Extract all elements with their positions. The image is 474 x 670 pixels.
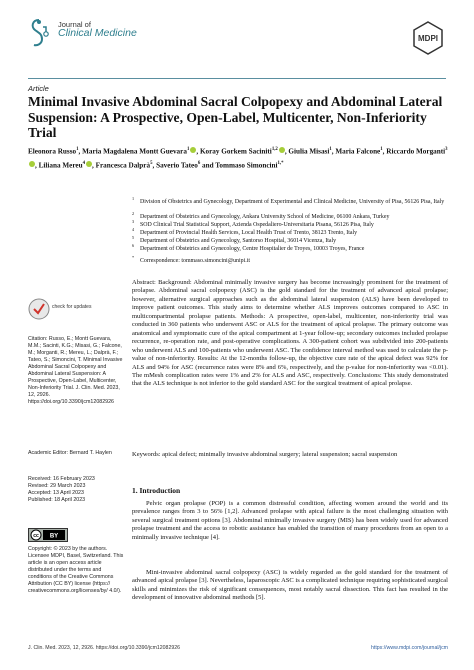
cc-by-license-icon[interactable] — [28, 528, 68, 542]
mdpi-logo-text: MDPI — [418, 34, 438, 43]
author-name: Riccardo Morganti — [386, 147, 446, 156]
affiliation-text: Department of Provincial Health Services, Local Health Trust of Trento, 38123 Trento, Italy — [140, 229, 358, 236]
check-updates-text: check for updates — [52, 304, 92, 310]
affiliation-text: Division of Obstetrics and Gynecology, Department of Experimental and Clinical Medicine, University of Pisa, 56126 Pisa, Italy — [140, 198, 445, 205]
author-affiliation-marker: 1 — [329, 147, 332, 152]
article-type: Article — [28, 84, 49, 93]
author-affiliation-marker: 1,2 — [271, 147, 278, 152]
abstract: Abstract: Background: Abdominal minimally invasive surgery has become increasingly prominent for the treatment of prolapse. Abdominal sacral colpopexy (ASC) is the gold standard for the treatment of advanced apical prolapse; however, alternative surgical approaches such as the abdominal lateral suspension (ALS) have been developed to improve patient outcomes. This study aims to determine whether ALS improves outcomes compared to ASC in multicompartmental prolapse patients. Methods: A prospective, open-label, multicenter, non-inferiority trial was conducted in 360 patients who underwent ASC or ALS for the treatment of apical prolapse. The primary outcome was anatomical and symptomatic cure of the apical compartment at 1-year follow-up; secondary outcomes included prolapse recurrence, re-operation rate, and post-operative complications. A 300-patient cohort was subdivided into 200-patients who underwent ALS and 100-patients who underwent ASC. The confidence interval method was used to calculate the p-value of non-inferiority. Results: At the 12-months follow-up, the objective cure rate of the apical defect was 92% for ALS and 94% for ASC (recurrence rates were 8% and 6%, respectively, and the p-value for non-inferiority was <0.01). The mMesh complication rates were 1% and 2% for ALS and ASC, respectively. Conclusions: This study demonstrated that the ALS technique is not inferior to the gold standard ASC for the surgical treatment of apical prolapse. — [132, 279, 448, 388]
author-name: Saverio Tateo — [156, 161, 198, 170]
citation-block: Citation: Russo, E.; Montt Guevara, M.M.; Sacinti, K.G.; Misasi, G.; Falcone, M.; Morganti, R.; Mereu, L.; Dalprà, F.; Tateo, S.; Simoncini, T. Minimal Invasive Abdominal Sacral Colpopexy and Abdominal Lateral Suspension: A Prospective, Open-Label, Multicenter, Non-Inferiority Trial. J. Clin. Med. 2023, 12, 2926. https://doi.org/10.3390/jcm12082926 — [28, 336, 123, 405]
author-separator: , — [92, 161, 94, 170]
affiliation-marker: 5 — [132, 235, 135, 240]
author-name: Maria Falcone — [335, 147, 381, 156]
affiliation-marker: 4 — [132, 227, 135, 232]
author-affiliation-marker: 1 — [76, 147, 79, 152]
author-list — [28, 144, 448, 172]
affiliation-marker: 6 — [132, 243, 135, 248]
author-separator: , — [152, 161, 155, 170]
intro-paragraph-1: Pelvic organ prolapse (POP) is a common distressful condition, affecting women around the world and its prevalence ranges from 3 to 56% [1,2]. Advanced prolapse with apical failure is the most challenging situation with several surgical treatment options [3]. Abdominal minimally invasive surgery (MIS) has been widely used for advanced prolapse treatment and the access to robotic assistance has enabled the transition of many procedures from an open to a minimally invasive technique [4]. — [132, 500, 448, 541]
affiliation-text: Department of Obstetrics and Gynecology, Ankara University School of Medicine, 06100 Ankara, Turkey — [140, 213, 390, 220]
journal-title — [58, 20, 137, 38]
academic-editor: Academic Editor: Bernard T. Haylen — [28, 450, 112, 456]
cc-by-text: BY — [49, 533, 59, 540]
author-affiliation-marker: 4 — [82, 160, 85, 166]
date-accepted: Accepted: 13 April 2023 — [28, 490, 84, 496]
affiliation-marker: * — [132, 255, 135, 260]
affiliation-item — [132, 254, 448, 266]
affiliation-marker: 1 — [132, 196, 135, 201]
page-footer — [28, 645, 448, 651]
affiliation-text: Department of Obstetrics and Gynecology, Centre Hospitalier de Troyes, 10003 Troyes, France — [140, 245, 365, 252]
journal-of-text: Journal of — [58, 20, 91, 29]
journal-logo-icon — [28, 18, 50, 48]
author-separator: , — [35, 161, 37, 170]
affiliation-marker: 2 — [132, 211, 135, 216]
footer-citation: J. Clin. Med. 2023, 12, 2926. https://doi.org/10.3390/jcm12082926 — [28, 645, 180, 651]
copyright-notice: Copyright: © 2023 by the authors. Licensee MDPI, Basel, Switzerland. This article is an open access article distributed under the terms and conditions of the Creative Commons Attribution (CC BY) license (https:// creativecommons.org/licenses/by/ 4.0/). — [28, 546, 124, 594]
affiliation-item — [132, 195, 448, 207]
check-for-updates-badge[interactable] — [28, 296, 124, 322]
footer-journal-link[interactable]: https://www.mdpi.com/journal/jcm — [371, 645, 448, 651]
affiliation-marker: 3 — [132, 219, 135, 224]
mdpi-logo-icon — [410, 20, 446, 56]
author-affiliation-marker: 1,* — [277, 160, 284, 166]
author-name: Liliana Mereu — [38, 161, 83, 170]
author-name: Francesca Dalprà — [95, 161, 151, 170]
svg-text:cc: cc — [33, 533, 39, 539]
author-name: and Tommaso Simoncini — [202, 161, 278, 170]
author-affiliation-marker: 5 — [150, 160, 153, 166]
author-separator: , — [382, 147, 385, 156]
author-affiliation-marker: 3 — [445, 147, 448, 152]
keywords: Keywords: apical defect; minimally invasive abdominal surgery; lateral suspension; sacral suspension — [132, 451, 398, 458]
date-published: Published: 18 April 2023 — [28, 497, 86, 503]
affiliation-text: Department of Obstetrics and Gynecology, Santorso Hospital, 36014 Vicenza, Italy — [140, 237, 337, 244]
header-rule — [28, 78, 446, 79]
paper-title: Minimal Invasive Abdominal Sacral Colpopexy and Abdominal Lateral Suspension: A Prospective, Open-Label, Multicenter, Non-Inferiority Trial — [28, 94, 443, 140]
date-revised: Revised: 29 March 2023 — [28, 483, 86, 489]
author-affiliation-marker: 6 — [197, 160, 201, 166]
affiliation-text: SOD Clinical Trial Statistical Support, Azienda Ospedaliero-Universitaria Pisana, 56126 Pisa, Italy — [140, 221, 374, 228]
date-received: Received: 16 February 2023 — [28, 476, 95, 482]
author-affiliation-marker: 1 — [380, 147, 383, 152]
author-affiliation-marker: 1 — [186, 147, 190, 152]
intro-paragraph-2: Mini-invasive abdominal sacral colpopexy (ASC) is widely regarded as the gold standard for the treatment of advanced apical prolapse [3]. Nevertheless, laparoscopic ASC is a complicated technique requiring sophisticated surgical skills and minimizes the risk of significant consequences, most notably sacral dissection. This fact has resulted in the development of innovative abdominal methods [5]. — [132, 569, 448, 602]
section-heading-introduction: 1. Introduction — [132, 486, 181, 495]
author-separator: , — [284, 147, 287, 156]
author-separator: , — [196, 147, 199, 156]
author-name: Koray Gorkem Saciniti — [199, 147, 272, 156]
author-separator: , — [331, 147, 334, 156]
author-name: Eleonora Russo — [28, 147, 77, 156]
author-name: Giulia Misasi — [288, 147, 330, 156]
author-name: Maria Magdalena Montt Guevara — [82, 147, 187, 156]
journal-name: Clinical Medicine — [58, 27, 137, 39]
author-separator: , — [78, 147, 81, 156]
affiliation-text: Correspondence: tommaso.simoncini@unipi.it — [140, 257, 250, 264]
publication-dates — [28, 476, 124, 504]
affiliation-item — [132, 242, 448, 254]
